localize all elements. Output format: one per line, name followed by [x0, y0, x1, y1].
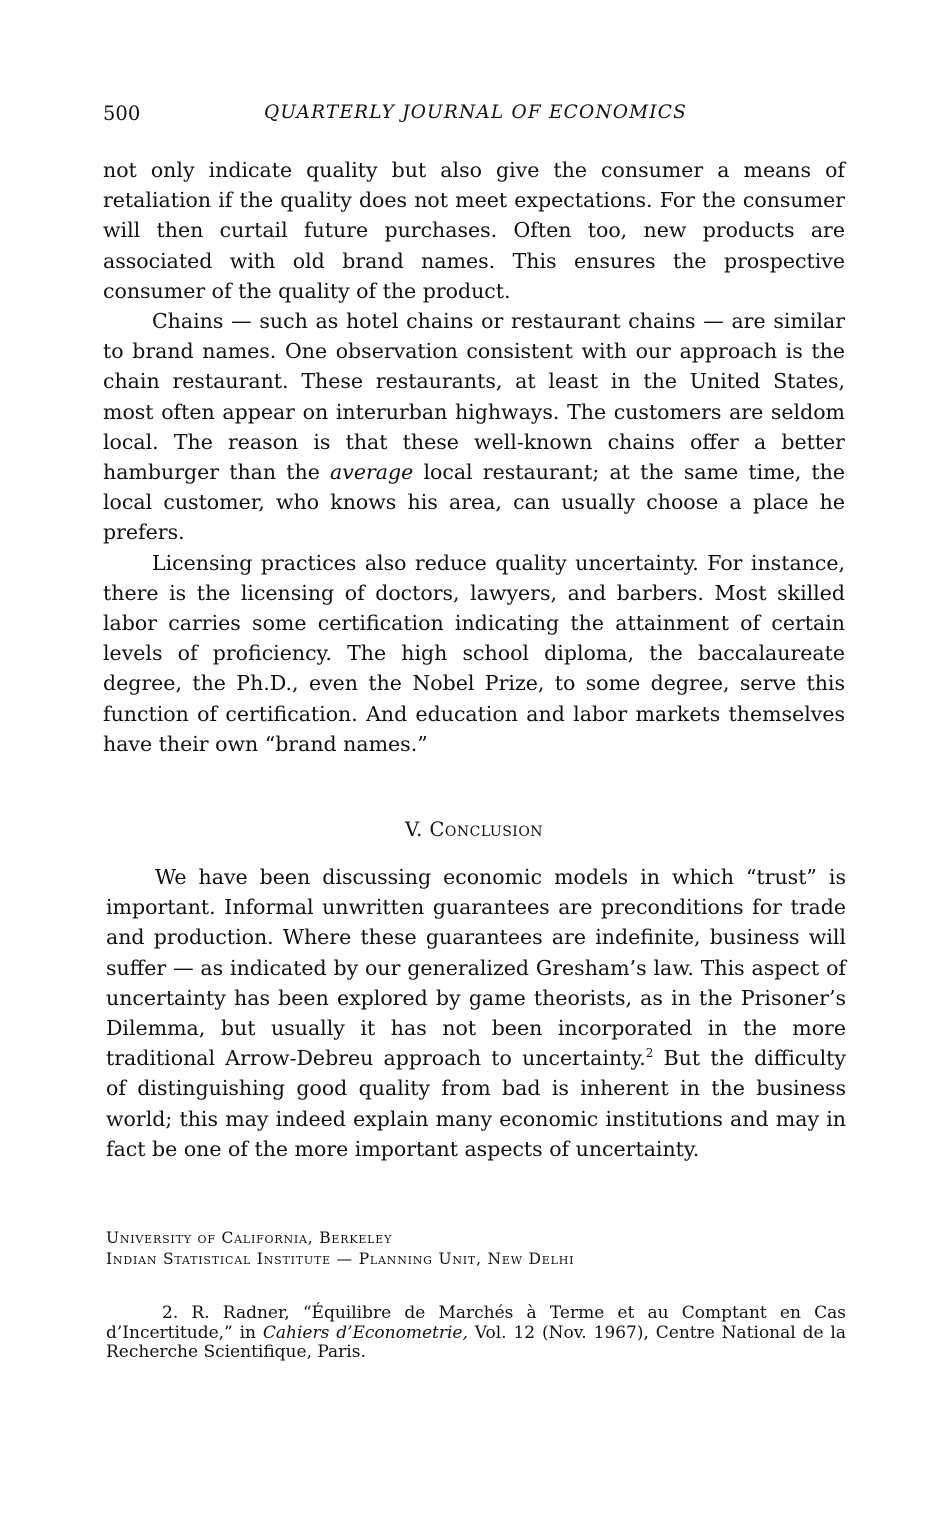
footnote-text-2: Vol. 12 (Nov. 1967), Centre National de la Recherche Scientifique, Paris. [106, 1322, 846, 1362]
running-head [103, 102, 848, 132]
journal-title: QUARTERLY JOURNAL OF ECONOMICS [263, 102, 688, 123]
footnote-2 [106, 1304, 846, 1363]
affiliation-isi: Indian Statistical Institute — Planning Unit, New Delhi [106, 1250, 575, 1268]
paragraph-chains [103, 306, 845, 548]
paragraph-conclusion-text-2: But the difficulty of distinguishing good quality from bad is inherent in the business world; this may indeed explain many economic institutions and may in fact be one of the more important aspects of uncertainty. [106, 1046, 846, 1161]
paragraph-conclusion-text-1: We have been discussing economic models in which “trust” is important. Informal unwritten guarantees are preconditions for trade and production. Where these guarantees are indefinite, business will suffer — as indicated by our generalized Gresham’s law. This aspect of uncertainty has been explored by game theorists, as in the Prisoner’s Dilemma, but usually it has not been incorporated in the more traditional Arrow-Debreu approach to uncertainty. [106, 865, 846, 1071]
affiliation-berkeley: University of California, Berkeley [106, 1229, 393, 1247]
footnote [106, 1304, 846, 1363]
emphasis-average: average [330, 460, 414, 485]
author-affiliations [106, 1228, 846, 1270]
page-number: 500 [103, 102, 141, 125]
body-text-conclusion [106, 862, 846, 1164]
paragraph-brand-names: not only indicate quality but also give the consumer a means of retaliation if the quality does not meet expectations. For the consumer will then curtail future purchases. Often too, new products are associated with old brand names. This ensures the prospective consumer of the quality of the product. [103, 158, 845, 303]
paragraph-licensing: Licensing practices also reduce quality uncertainty. For instance, there is the licensing of doctors, lawyers, and barbers. Most skilled labor carries some certification indicating the attainment of certain levels of proficiency. The high school diploma, the baccalaureate degree, the Ph.D., even the Nobel Prize, to some degree, serve this function of certification. And education and labor markets themselves have their own “brand names.” [103, 550, 845, 756]
paragraph-chains-text-1: Chains — such as hotel chains or restaurant chains — are similar to brand names. One observation consistent with our approach is the chain restaurant. These restaurants, at least in the United States, most often appear on interurban highways. The customers are seldom local. The reason is that these well-known chains offer a better hamburger than the [103, 309, 845, 485]
footnote-text-1: 2. R. Radner, “Équilibre de Marchés à Terme et au Comptant en Cas d’Incertitude,” in [106, 1303, 846, 1343]
footnote-journal-title: Cahiers d’Econometrie, [262, 1322, 468, 1343]
footnote-reference: 2 [645, 1046, 654, 1061]
section-heading-conclusion: V. Conclusion [404, 818, 544, 841]
paragraph-chains-text-2: local restaurant; at the same time, the local customer, who knows his area, can usually choose a place he prefers. [103, 460, 846, 545]
paragraph-conclusion [106, 862, 846, 1164]
body-text-upper [103, 155, 845, 759]
